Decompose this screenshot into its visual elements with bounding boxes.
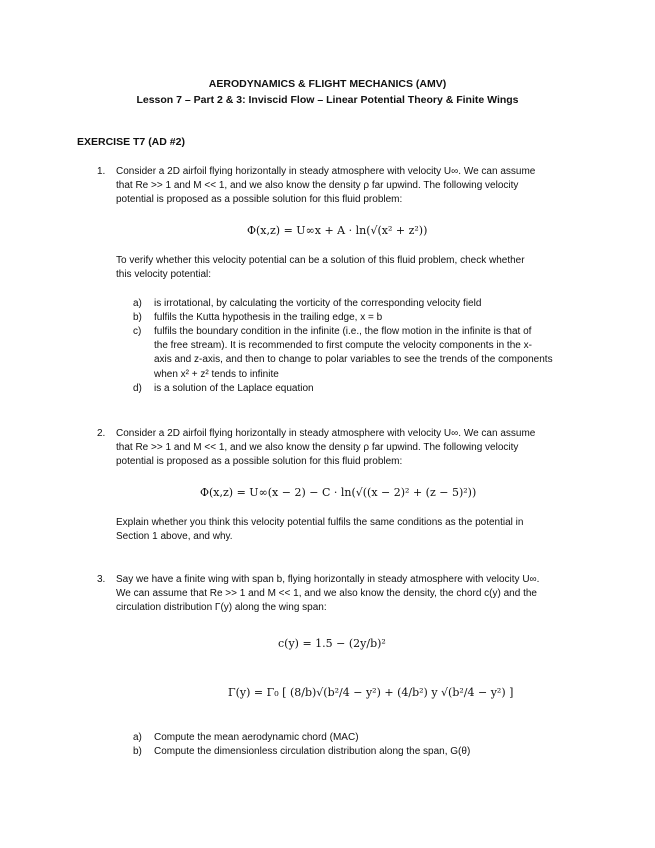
item-text: is irrotational, by calculating the vorticity of the corresponding velocity field <box>154 298 482 309</box>
item-text: the free stream). It is recommended to first compute the velocity components in the x- <box>154 340 532 352</box>
q1-number: 1. <box>97 166 106 177</box>
q3-item-b <box>133 745 577 759</box>
q2-explain-line: Explain whether you think this velocity potential fulfils the same conditions as the potential in <box>116 517 524 528</box>
q3-item-a <box>133 731 577 745</box>
q2-intro-line: Consider a 2D airfoil flying horizontally in steady atmosphere with velocity U∞. We can assume <box>116 428 536 439</box>
q3-chord-equation: c(y) = 1.5 − (2y/b)² <box>278 637 386 650</box>
lesson-title: Lesson 7 – Part 2 & 3: Inviscid Flow – Linear Potential Theory & Finite Wings <box>136 94 519 106</box>
q1-verify-line: To verify whether this velocity potential can be a solution of this fluid problem, check whether <box>116 255 525 266</box>
q1-verify <box>116 254 578 282</box>
q2-intro-line: that Re >> 1 and M << 1, and we also know the density ρ far upwind. The following velocity <box>116 442 519 454</box>
item-text: fulfils the Kutta hypothesis in the trailing edge, x = b <box>154 312 383 323</box>
q1-intro-line: Consider a 2D airfoil flying horizontally in steady atmosphere with velocity U∞. We can assume <box>116 166 536 177</box>
item-label: a) <box>133 732 142 743</box>
q1-equation: Φ(x,z) = U∞x + A · ln(√(x² + z²)) <box>247 224 428 237</box>
q3-intro <box>116 573 578 616</box>
item-label: b) <box>133 312 142 323</box>
q1-item-d <box>133 382 577 396</box>
item-text: when x² + z² tends to infinite <box>154 368 279 380</box>
item-text: axis and z-axis, and then to change to polar variables to see the trends of the components <box>154 354 553 366</box>
q1-item-a <box>133 297 577 311</box>
item-label: b) <box>133 746 142 757</box>
item-text: Compute the dimensionless circulation distribution along the span, G(θ) <box>154 746 471 757</box>
q3-intro-line: Say we have a finite wing with span b, flying horizontally in steady atmosphere with velocity U∞. <box>116 574 540 585</box>
q2-number: 2. <box>97 428 106 439</box>
item-label: a) <box>133 298 142 309</box>
course-title: AERODYNAMICS & FLIGHT MECHANICS (AMV) <box>208 78 447 90</box>
q1-item-c <box>133 325 577 382</box>
q1-item-b <box>133 311 577 325</box>
q2-intro <box>116 427 578 470</box>
q2-explain-line: Section 1 above, and why. <box>116 531 233 543</box>
q3-number: 3. <box>97 574 106 585</box>
q1-intro <box>116 165 578 208</box>
q3-intro-line: circulation distribution Γ(y) along the wing span: <box>116 602 327 614</box>
q2-equation: Φ(x,z) = U∞(x − 2) − C · ln(√((x − 2)² + (z − 5)²)) <box>200 486 477 499</box>
item-text: fulfils the boundary condition in the infinite (i.e., the flow motion in the infinite is that of <box>154 326 532 337</box>
q2-explain <box>116 516 578 544</box>
item-text: Compute the mean aerodynamic chord (MAC) <box>154 732 359 743</box>
q2-intro-line: potential is proposed as a possible solution for this fluid problem: <box>116 456 403 468</box>
q3-intro-line: We can assume that Re >> 1 and M << 1, and we also know the density, the chord c(y) and the <box>116 588 537 600</box>
item-text: is a solution of the Laplace equation <box>154 383 314 394</box>
item-label: c) <box>133 326 142 337</box>
q1-verify-line: this velocity potential: <box>116 269 212 281</box>
q1-intro-line: that Re >> 1 and M << 1, and we also know the density ρ far upwind. The following velocity <box>116 180 519 192</box>
q3-circulation-equation: Γ(y) = Γ₀ [ (8/b)√(b²/4 − y²) + (4/b²) y √(b²/4 − y²) ] <box>228 686 514 699</box>
q1-intro-line: potential is proposed as a possible solution for this fluid problem: <box>116 194 403 206</box>
item-label: d) <box>133 383 142 394</box>
exercise-title: EXERCISE T7 (AD #2) <box>77 136 185 148</box>
